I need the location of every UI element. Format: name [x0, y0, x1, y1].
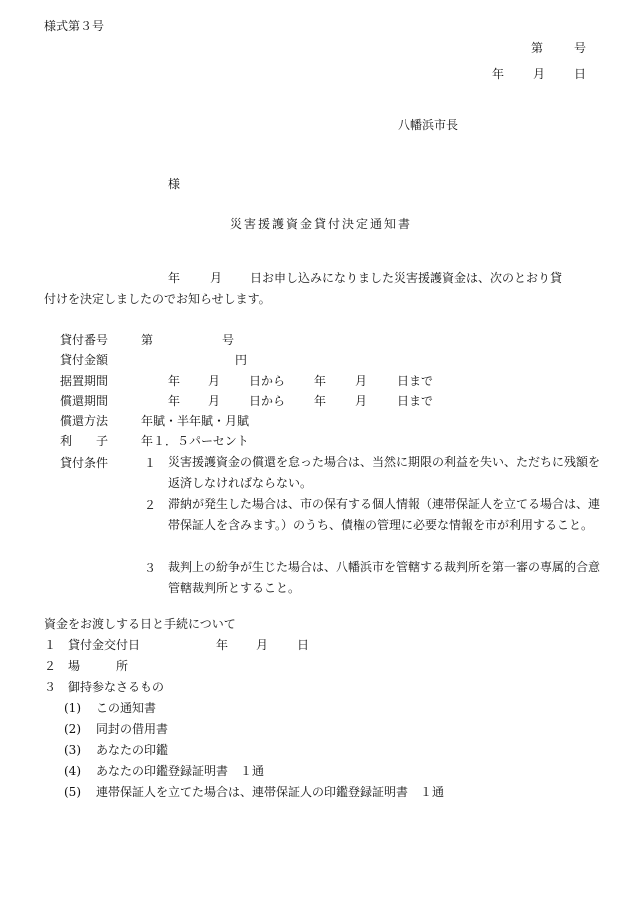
- repay-nen2: 年: [314, 394, 327, 408]
- date-nen: 年: [492, 67, 505, 81]
- list-item: [0, 782, 630, 802]
- repayment-method-row: [0, 411, 630, 431]
- delivery-heading: 資金をお渡しする日と手続について: [44, 617, 236, 631]
- list-item-num: (3): [64, 743, 81, 757]
- delivery-place-label: 場 所: [68, 659, 129, 673]
- repay-tsuki2: 月: [355, 394, 368, 408]
- delivery-tsuki: 月: [256, 638, 269, 652]
- condition-num: ２: [144, 498, 157, 512]
- condition-text: 滞納が発生した場合は、市の保有する個人情報（連帯保証人を立てる場合は、連帯保証人を含みます。）のうち、債権の管理に必要な情報を市が利用すること。: [168, 497, 601, 532]
- body-nen: 年: [168, 271, 181, 285]
- conditions-label: 貸付条件: [60, 456, 109, 470]
- delivery-num: ３: [44, 680, 57, 694]
- grace-to: 日まで: [397, 374, 434, 388]
- list-item-text: あなたの印鑑: [96, 743, 169, 757]
- issuer: 八幡浜市長: [398, 118, 459, 132]
- repayment-method-label: 償還方法: [60, 414, 109, 428]
- list-item-num: (5): [64, 785, 81, 799]
- delivery-hi: 日: [297, 638, 310, 652]
- body-line2: 付けを決定しましたのでお知らせします。: [44, 292, 271, 306]
- body-line1-text: 日お申し込みになりました災害援護資金は、次のとおり貸: [250, 271, 563, 285]
- condition-text: 裁判上の紛争が生じた場合は、八幡浜市を管轄する裁判所を第一審の専属的合意管轄裁判所とすること。: [168, 560, 601, 595]
- delivery-num: ２: [44, 659, 57, 673]
- repay-to: 日まで: [397, 394, 434, 408]
- loan-number-row: [0, 330, 630, 350]
- list-item-num: (4): [64, 764, 81, 778]
- list-item-text: この通知書: [96, 701, 157, 715]
- loan-amount-row: [0, 350, 630, 370]
- list-item: [0, 740, 630, 760]
- date-tsuki: 月: [533, 67, 546, 81]
- grace-from: 日から: [249, 374, 286, 388]
- loan-number-dai: 第: [141, 333, 154, 347]
- grace-period-label: 据置期間: [60, 374, 109, 388]
- grace-nen2: 年: [314, 374, 327, 388]
- delivery-item-3: [0, 677, 630, 697]
- repayment-period-label: 償還期間: [60, 394, 109, 408]
- list-item-num: (2): [64, 722, 81, 736]
- repay-nen1: 年: [168, 394, 181, 408]
- interest-value: 年１．５パーセント: [141, 434, 249, 448]
- doc-number-dai: 第: [531, 41, 544, 55]
- loan-amount-label: 貸付金額: [60, 353, 109, 367]
- repayment-method-value: 年賦・半年賦・月賦: [141, 414, 250, 428]
- body-tsuki: 月: [210, 271, 223, 285]
- condition-text: 災害援護資金の償還を怠った場合は、当然に期限の利益を失い、ただちに残額を返済しなければならない。: [168, 455, 601, 490]
- list-item: [0, 761, 630, 781]
- loan-number-label: 貸付番号: [60, 333, 109, 347]
- delivery-nen: 年: [216, 638, 229, 652]
- items-to-bring-label: 御持参なさるもの: [68, 680, 165, 694]
- delivery-num: １: [44, 638, 57, 652]
- grace-period-row: [0, 371, 630, 391]
- delivery-item-2: [0, 656, 630, 676]
- repayment-period-row: [0, 391, 630, 411]
- condition-num: １: [144, 456, 157, 470]
- condition-num: ３: [144, 561, 157, 575]
- loan-amount-yen: 円: [235, 353, 248, 367]
- form-number: 様式第３号: [44, 19, 105, 33]
- doc-number-go: 号: [574, 41, 587, 55]
- interest-label: 利 子: [60, 434, 109, 448]
- grace-tsuki1: 月: [208, 374, 221, 388]
- grace-tsuki2: 月: [355, 374, 368, 388]
- loan-number-go: 号: [222, 333, 235, 347]
- list-item: [0, 698, 630, 718]
- list-item-text: 連帯保証人を立てた場合は、連帯保証人の印鑑登録証明書 １通: [96, 785, 445, 799]
- addressee-suffix: 様: [168, 177, 181, 191]
- grace-nen1: 年: [168, 374, 181, 388]
- list-item-text: あなたの印鑑登録証明書 １通: [96, 764, 265, 778]
- repay-tsuki1: 月: [208, 394, 221, 408]
- list-item-text: 同封の借用書: [96, 722, 169, 736]
- date-hi: 日: [574, 67, 587, 81]
- interest-row: [0, 431, 630, 451]
- repay-from: 日から: [249, 394, 286, 408]
- list-item: [0, 719, 630, 739]
- delivery-item-1: [0, 635, 630, 655]
- delivery-date-label: 貸付金交付日: [68, 638, 141, 652]
- document-title: 災害援護資金貸付決定通知書: [230, 217, 413, 231]
- list-item-num: (1): [64, 701, 81, 715]
